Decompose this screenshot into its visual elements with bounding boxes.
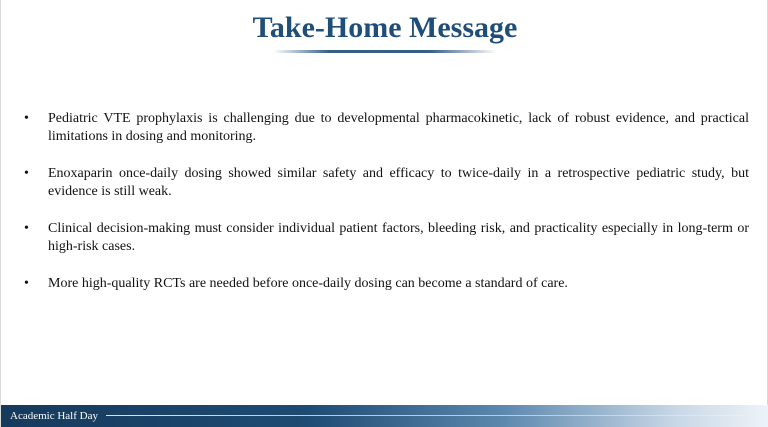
bullet-icon: • [24, 111, 29, 126]
bullet-list [21, 110, 749, 312]
bullet-text: Clinical decision-making must consider individual patient factors, bleeding risk, and practicality especially in long-term or high-risk cases. [48, 221, 749, 254]
bullet-icon: • [24, 166, 29, 181]
bullet-item [21, 165, 749, 201]
bullet-text: Pediatric VTE prophylaxis is challenging due to developmental pharmacokinetic, lack of robust evidence, and practical limitations in dosing and monitoring. [48, 111, 749, 144]
footer-bar [1, 405, 768, 427]
title-underline [273, 50, 497, 53]
bullet-item [21, 220, 749, 256]
footer-label: Academic Half Day [10, 410, 98, 422]
slide-title: Take-Home Message [252, 11, 518, 44]
bullet-icon: • [24, 276, 29, 291]
bullet-item [21, 110, 749, 146]
bullet-text: Enoxaparin once-daily dosing showed similar safety and efficacy to twice-daily in a retrospective pediatric study, but evidence is still weak. [48, 166, 749, 199]
bullet-item [21, 275, 749, 293]
footer-divider [106, 415, 746, 416]
bullet-icon: • [24, 221, 29, 236]
bullet-text: More high-quality RCTs are needed before once-daily dosing can become a standard of care. [48, 276, 568, 291]
